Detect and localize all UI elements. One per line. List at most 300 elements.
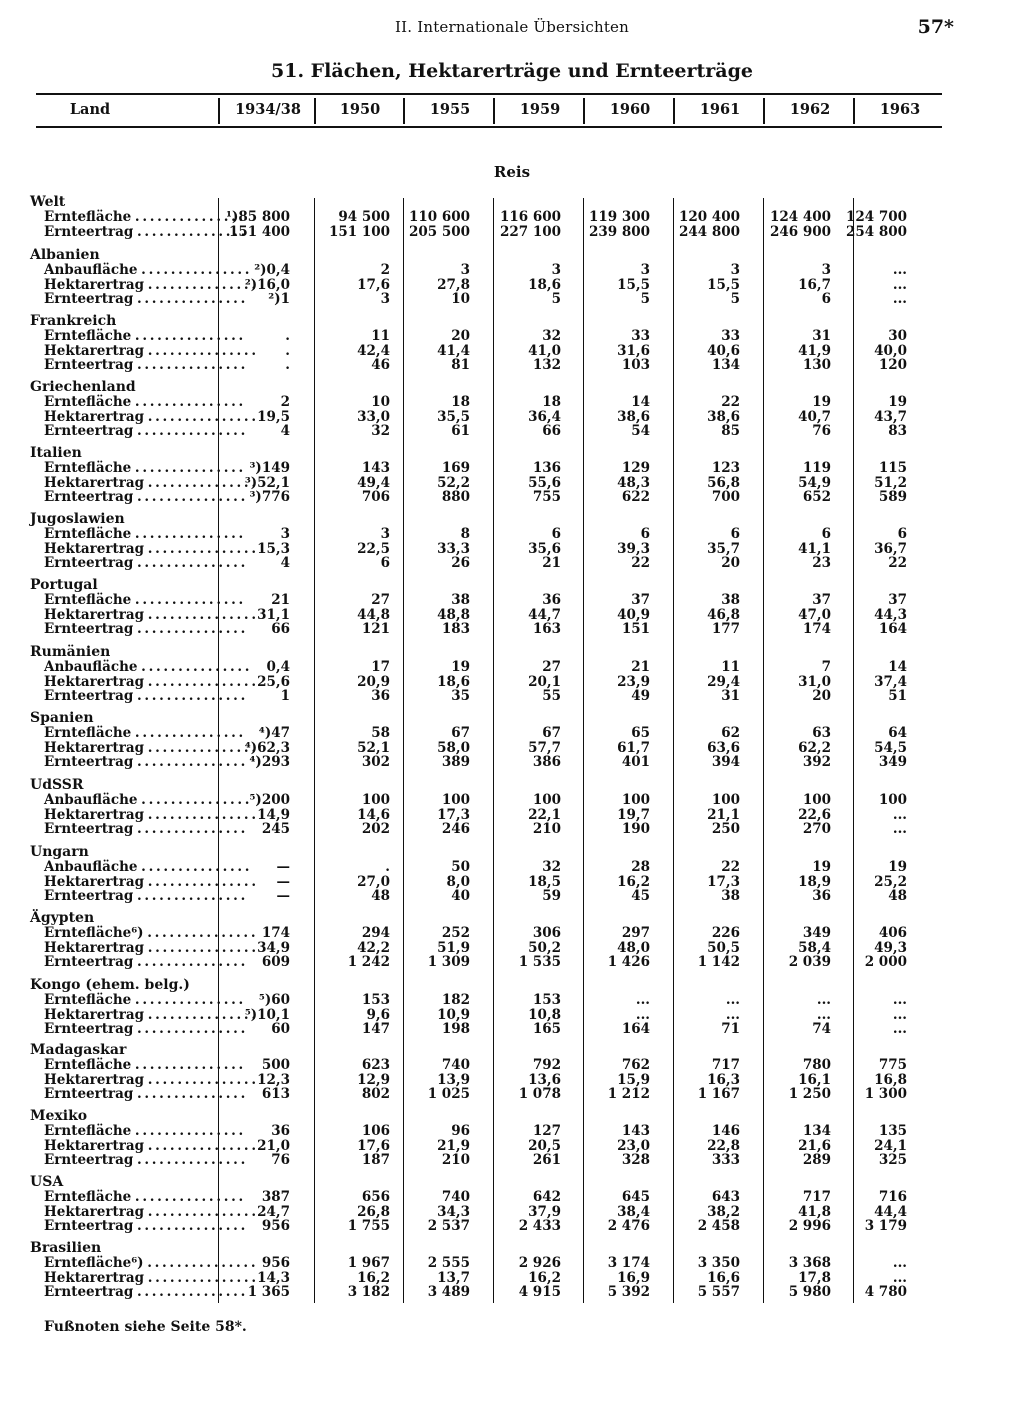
table-cell: 22,5 — [357, 540, 390, 557]
header-separator — [218, 98, 220, 124]
row-label-text: Erntefläche⁶) — [44, 925, 144, 941]
row-label — [44, 939, 256, 956]
table-cell: 165 — [532, 1021, 561, 1038]
leader-dots: . . . . . . . . . . . . . . . — [131, 1057, 243, 1073]
table-cell: 120 — [878, 357, 907, 374]
leader-dots: . . . . . . . . . . . . . . . — [131, 992, 243, 1008]
table-cell: 71 — [721, 1021, 740, 1038]
table-cell: 294 — [361, 925, 390, 941]
table-cell: 58 — [371, 725, 390, 741]
table-cell: ... — [892, 1006, 907, 1023]
row-label — [44, 1123, 243, 1139]
table-cell: 124 700 — [845, 209, 907, 225]
table-cell: 100 — [621, 792, 650, 808]
table-cell: 21 — [542, 555, 561, 572]
row-label — [44, 540, 256, 557]
table-cell: 716 — [878, 1189, 907, 1205]
leader-dots: . . . . . . . . . . . . . . . — [137, 792, 249, 808]
leader-dots: . . . . . . . . . . . . . . . — [133, 621, 245, 638]
row-label — [44, 408, 256, 425]
table-cell: 64 — [888, 725, 907, 741]
table-cell: 198 — [441, 1021, 470, 1038]
table-cell: 48 — [888, 888, 907, 905]
column-header-1960: 1960 — [609, 101, 651, 118]
table-cell: 956 — [261, 1255, 290, 1271]
table-cell: ²)16,0 — [244, 276, 290, 293]
table-cell: 3 489 — [427, 1284, 470, 1301]
table-cell: 5 — [551, 291, 561, 308]
row-label-text: Hektarertrag — [44, 739, 145, 756]
table-cell: 4 780 — [864, 1284, 907, 1301]
column-header-1955: 1955 — [429, 101, 471, 118]
country-name: Italien — [30, 445, 82, 461]
column-header-1963: 1963 — [879, 101, 921, 118]
table-cell: ²)1 — [268, 291, 290, 308]
table-cell: 18,9 — [798, 873, 831, 890]
row-label-text: Ernteertrag — [44, 1086, 134, 1103]
table-cell: 136 — [532, 460, 561, 476]
row-label — [44, 1057, 243, 1073]
table-cell: 1 755 — [347, 1218, 390, 1235]
table-cell: 2 996 — [788, 1218, 831, 1235]
table-cell: . — [285, 357, 290, 374]
row-label — [44, 1006, 256, 1023]
table-cell: 11 — [371, 328, 390, 344]
row-label-text: Erntefläche — [44, 209, 132, 225]
table-cell: 5 980 — [788, 1284, 831, 1301]
leader-dots: . . . . . . . . . . . . . . . — [144, 540, 256, 557]
country-name: Madagaskar — [30, 1042, 127, 1058]
table-cell: 103 — [621, 357, 650, 374]
table-cell: 100 — [802, 792, 831, 808]
table-cell: 129 — [621, 460, 650, 476]
table-cell: 401 — [621, 754, 650, 771]
table-cell: 5 — [730, 291, 740, 308]
leader-dots: . . . . . . . . . . . . . . . — [144, 1269, 256, 1286]
table-cell: 33 — [721, 328, 740, 344]
table-cell: 254 800 — [845, 223, 907, 240]
table-cell: 38 — [451, 592, 470, 608]
table-cell: 227 100 — [499, 223, 561, 240]
table-cell: 17,3 — [437, 806, 470, 823]
table-cell: 700 — [711, 489, 740, 506]
table-cell: 22,6 — [798, 806, 831, 823]
table-cell: 24,7 — [257, 1203, 290, 1220]
table-cell: 94 500 — [338, 209, 390, 225]
table-cell: 47,0 — [798, 606, 831, 623]
row-label — [44, 1021, 245, 1038]
row-label — [44, 606, 256, 623]
row-label-text: Anbaufläche — [44, 262, 138, 278]
table-cell: 63,6 — [707, 739, 740, 756]
row-label — [44, 262, 249, 278]
table-cell: 153 — [361, 992, 390, 1008]
table-cell: 49,4 — [357, 474, 390, 491]
table-cell: 239 800 — [588, 223, 650, 240]
table-cell: 48,3 — [617, 474, 650, 491]
table-cell: 132 — [532, 357, 561, 374]
table-cell: 13,9 — [437, 1071, 470, 1088]
leader-dots: . . . . . . . . . . . . . . . — [144, 1006, 256, 1023]
row-label-text: Anbaufläche — [44, 859, 138, 875]
row-label — [44, 688, 245, 705]
row-label — [44, 754, 245, 771]
row-label — [44, 1086, 245, 1103]
header-separator — [493, 98, 495, 124]
table-cell: 0,4 — [266, 659, 290, 675]
row-label-text: Erntefläche — [44, 1123, 132, 1139]
row-label-text: Hektarertrag — [44, 1269, 145, 1286]
leader-dots: . . . . . . . . . . . . . . . — [131, 1189, 243, 1205]
table-cell: 38,6 — [617, 408, 650, 425]
row-label-text: Ernteertrag — [44, 1152, 134, 1169]
country-name: Rumänien — [30, 644, 111, 660]
table-cell: 3 — [280, 526, 290, 542]
row-label — [44, 526, 243, 542]
table-cell: 7 — [821, 659, 831, 675]
table-cell: 302 — [361, 754, 390, 771]
table-cell: 44,3 — [874, 606, 907, 623]
row-label-text: Hektarertrag — [44, 474, 145, 491]
leader-dots: . . . . . . . . . . . . . . . — [133, 291, 245, 308]
table-cell: 740 — [441, 1057, 470, 1073]
table-cell: ²)0,4 — [254, 262, 290, 278]
table-cell: 119 — [802, 460, 831, 476]
table-cell: 67 — [451, 725, 470, 741]
leader-dots: . . . . . . . . . . . . . . . — [144, 408, 256, 425]
table-cell: 44,8 — [357, 606, 390, 623]
row-label-text: Hektarertrag — [44, 408, 145, 425]
table-cell: 21,6 — [798, 1137, 831, 1154]
table-cell: 1 242 — [347, 954, 390, 971]
table-cell: 226 — [711, 925, 740, 941]
row-label — [44, 423, 245, 440]
table-cell: — — [276, 859, 290, 875]
row-label-text: Erntefläche — [44, 1057, 132, 1073]
table-cell: 66 — [271, 621, 290, 638]
table-header-rule — [36, 126, 942, 128]
table-cell: 174 — [802, 621, 831, 638]
leader-dots: . . . . . . . . . . . . . . . — [133, 489, 245, 506]
table-cell: 100 — [361, 792, 390, 808]
leader-dots: . . . . . . . . . . . . . . . — [144, 474, 256, 491]
page-number: 57* — [917, 16, 954, 38]
table-cell: 32 — [371, 423, 390, 440]
header-separator — [853, 98, 855, 124]
leader-dots: . . . . . . . . . . . . . . . — [133, 1021, 245, 1038]
table-cell: 5 392 — [607, 1284, 650, 1301]
table-cell: 116 600 — [499, 209, 561, 225]
table-cell: 115 — [878, 460, 907, 476]
table-cell: 5 557 — [697, 1284, 740, 1301]
table-cell: 16,8 — [874, 1071, 907, 1088]
running-head: II. Internationale Übersichten — [395, 18, 629, 36]
table-cell: 121 — [361, 621, 390, 638]
table-cell: 17,6 — [357, 1137, 390, 1154]
table-title: 51. Flächen, Hektarerträge und Ernteerträge — [271, 60, 753, 82]
table-cell: 36 — [271, 1123, 290, 1139]
row-label-text: Hektarertrag — [44, 673, 145, 690]
table-cell: 3 182 — [347, 1284, 390, 1301]
row-label — [44, 725, 243, 741]
table-cell: — — [276, 888, 290, 905]
table-cell: 16,1 — [798, 1071, 831, 1088]
table-cell: 22,1 — [528, 806, 561, 823]
table-cell: 50 — [451, 859, 470, 875]
table-cell: 37 — [631, 592, 650, 608]
table-cell: 250 — [711, 821, 740, 838]
section-title: Reis — [493, 163, 531, 181]
table-cell: 31 — [812, 328, 831, 344]
row-label-text: Erntefläche — [44, 725, 132, 741]
row-label-text: Erntefläche — [44, 394, 132, 410]
table-cell: 106 — [361, 1123, 390, 1139]
table-cell: 3 174 — [607, 1255, 650, 1271]
country-name: Albanien — [30, 247, 100, 263]
row-label-text: Hektarertrag — [44, 1071, 145, 1088]
table-cell: 30 — [888, 328, 907, 344]
row-label — [44, 1152, 245, 1169]
table-cell: 33 — [631, 328, 650, 344]
table-cell: . — [385, 859, 390, 875]
table-cell: 613 — [261, 1086, 290, 1103]
table-cell: 76 — [271, 1152, 290, 1169]
table-cell: 328 — [621, 1152, 650, 1169]
table-cell: 36 — [542, 592, 561, 608]
table-cell: 19 — [812, 394, 831, 410]
table-cell: 12,9 — [357, 1071, 390, 1088]
table-cell: 29,4 — [707, 673, 740, 690]
table-cell: 38,2 — [707, 1203, 740, 1220]
table-cell: 18 — [451, 394, 470, 410]
table-cell: 16,2 — [528, 1269, 561, 1286]
table-cell: 4 915 — [518, 1284, 561, 1301]
row-label-text: Hektarertrag — [44, 342, 145, 359]
table-cell: 36 — [812, 888, 831, 905]
table-cell: 8 — [460, 526, 470, 542]
table-cell: 33,3 — [437, 540, 470, 557]
table-cell: 3 — [821, 262, 831, 278]
table-cell: 1 — [280, 688, 290, 705]
leader-dots: . . . . . . . . . . . . . . . — [144, 342, 256, 359]
leader-dots: . . . . . . . . . . . . . . . — [133, 954, 245, 971]
table-cell: 54,5 — [874, 739, 907, 756]
table-cell: 55 — [542, 688, 561, 705]
table-cell: 14,9 — [257, 806, 290, 823]
table-cell: 36,4 — [528, 408, 561, 425]
table-cell: — — [276, 873, 290, 890]
row-label-text: Hektarertrag — [44, 806, 145, 823]
row-label — [44, 291, 245, 308]
table-cell: ... — [892, 1269, 907, 1286]
table-cell: ... — [725, 992, 740, 1008]
leader-dots: . . . . . . . . . . . . . . . — [131, 592, 243, 608]
table-cell: 642 — [532, 1189, 561, 1205]
table-cell: 14 — [631, 394, 650, 410]
leader-dots: . . . . . . . . . . . . . . . — [131, 460, 243, 476]
table-cell: 210 — [441, 1152, 470, 1169]
table-cell: 54 — [631, 423, 650, 440]
leader-dots: . . . . . . . . . . . . . . . — [133, 888, 245, 905]
table-cell: ⁴)47 — [258, 725, 290, 741]
column-header-1950: 1950 — [339, 101, 381, 118]
table-cell: 306 — [532, 925, 561, 941]
table-cell: 26,8 — [357, 1203, 390, 1220]
table-cell: 775 — [878, 1057, 907, 1073]
table-cell: 261 — [532, 1152, 561, 1169]
table-cell: ... — [892, 821, 907, 838]
table-cell: ⁴)293 — [249, 754, 290, 771]
table-cell: 62,2 — [798, 739, 831, 756]
row-label — [44, 1269, 256, 1286]
table-cell: 289 — [802, 1152, 831, 1169]
leader-dots: . . . . . . . . . . . . . . . — [144, 739, 256, 756]
table-cell: 110 600 — [408, 209, 470, 225]
table-cell: 325 — [878, 1152, 907, 1169]
row-label-text: Hektarertrag — [44, 276, 145, 293]
table-cell: 3 — [730, 262, 740, 278]
table-cell: 19,7 — [617, 806, 650, 823]
table-cell: 245 — [261, 821, 290, 838]
table-cell: 40,7 — [798, 408, 831, 425]
table-cell: 61,7 — [617, 739, 650, 756]
row-label — [44, 806, 256, 823]
header-separator — [583, 98, 585, 124]
table-cell: 15,3 — [257, 540, 290, 557]
row-label-text: Ernteertrag — [44, 888, 134, 905]
table-cell: 17 — [371, 659, 390, 675]
table-cell: 16,9 — [617, 1269, 650, 1286]
table-cell: 755 — [532, 489, 561, 506]
table-cell: 124 400 — [769, 209, 831, 225]
row-label-text: Ernteertrag — [44, 357, 134, 374]
table-cell: 51,2 — [874, 474, 907, 491]
table-cell: ... — [892, 806, 907, 823]
row-label-text: Ernteertrag — [44, 291, 134, 308]
leader-dots: . . . . . . . . . . . . . . . — [133, 754, 245, 771]
leader-dots: . . . . . . . . . . . . . . . — [133, 1086, 245, 1103]
table-cell: 38 — [721, 592, 740, 608]
row-label-text: Ernteertrag — [44, 954, 134, 971]
leader-dots: . . . . . . . . . . . . . . . — [131, 328, 243, 344]
table-cell: 6 — [551, 526, 561, 542]
table-cell: 34,9 — [257, 939, 290, 956]
table-cell: ⁵)10,1 — [244, 1006, 290, 1023]
table-cell: 643 — [711, 1189, 740, 1205]
table-cell: 37,4 — [874, 673, 907, 690]
row-label-text: Hektarertrag — [44, 540, 145, 557]
leader-dots: . . . . . . . . . . . . . . . — [144, 276, 256, 293]
table-cell: 246 900 — [769, 223, 831, 240]
leader-dots: . . . . . . . . . . . . . . . — [144, 1137, 256, 1154]
table-cell: 3 — [380, 526, 390, 542]
leader-dots: . . . . . . . . . . . . . . . — [133, 423, 245, 440]
table-cell: 333 — [711, 1152, 740, 1169]
row-label — [44, 223, 245, 240]
table-cell: 56,8 — [707, 474, 740, 491]
table-cell: 36,7 — [874, 540, 907, 557]
table-cell: 22 — [721, 859, 740, 875]
table-cell: 20 — [451, 328, 470, 344]
column-header-land: Land — [69, 101, 111, 118]
country-name: USA — [30, 1174, 64, 1190]
table-cell: 143 — [361, 460, 390, 476]
row-label — [44, 342, 256, 359]
row-label — [44, 1137, 256, 1154]
table-cell: 652 — [802, 489, 831, 506]
row-label-text: Ernteertrag — [44, 1218, 134, 1235]
table-cell: 187 — [361, 1152, 390, 1169]
table-cell: 27,0 — [357, 873, 390, 890]
table-cell: 23 — [812, 555, 831, 572]
table-cell: 386 — [532, 754, 561, 771]
country-name: Mexiko — [30, 1108, 88, 1124]
table-cell: 27 — [542, 659, 561, 675]
row-label-text: Hektarertrag — [44, 1006, 145, 1023]
table-cell: 14 — [888, 659, 907, 675]
table-cell: 151 400 — [228, 223, 290, 240]
table-cell: 174 — [261, 925, 290, 941]
table-cell: 16,7 — [798, 276, 831, 293]
table-cell: 10,9 — [437, 1006, 470, 1023]
table-cell: 151 100 — [328, 223, 390, 240]
row-label — [44, 555, 245, 572]
table-cell: 297 — [621, 925, 650, 941]
table-cell: 792 — [532, 1057, 561, 1073]
table-cell: 244 800 — [678, 223, 740, 240]
row-label-text: Erntefläche — [44, 328, 132, 344]
table-cell: 45 — [631, 888, 650, 905]
row-label — [44, 739, 256, 756]
table-cell: 20,5 — [528, 1137, 561, 1154]
row-label-text: Hektarertrag — [44, 1137, 145, 1154]
row-label-text: Erntefläche — [44, 460, 132, 476]
table-cell: ... — [635, 992, 650, 1008]
table-cell: 1 025 — [427, 1086, 470, 1103]
table-cell: 120 400 — [678, 209, 740, 225]
table-cell: 19 — [888, 859, 907, 875]
table-cell: 177 — [711, 621, 740, 638]
header-separator — [673, 98, 675, 124]
table-cell: 1 142 — [697, 954, 740, 971]
table-cell: 11 — [721, 659, 740, 675]
leader-dots: . . . . . . . . . . . . . . . — [133, 821, 245, 838]
country-name: Brasilien — [30, 1240, 102, 1256]
table-cell: ... — [892, 291, 907, 308]
table-cell: 135 — [878, 1123, 907, 1139]
country-name: Spanien — [30, 710, 94, 726]
table-cell: 500 — [261, 1057, 290, 1073]
table-cell: 183 — [441, 621, 470, 638]
table-cell: 21,9 — [437, 1137, 470, 1154]
leader-dots: . . . . . . . . . . . . . . . — [144, 806, 256, 823]
table-cell: 58,0 — [437, 739, 470, 756]
table-cell: 25,2 — [874, 873, 907, 890]
row-label — [44, 659, 249, 675]
table-cell: 34,3 — [437, 1203, 470, 1220]
header-separator — [314, 98, 316, 124]
row-label-text: Hektarertrag — [44, 873, 145, 890]
table-cell: 18,5 — [528, 873, 561, 890]
table-cell: 2 926 — [518, 1255, 561, 1271]
table-cell: 182 — [441, 992, 470, 1008]
table-cell: 3 — [640, 262, 650, 278]
table-cell: 134 — [711, 357, 740, 374]
table-cell: 10 — [451, 291, 470, 308]
table-cell: 35,6 — [528, 540, 561, 557]
table-cell: 51 — [888, 688, 907, 705]
row-label — [44, 394, 243, 410]
